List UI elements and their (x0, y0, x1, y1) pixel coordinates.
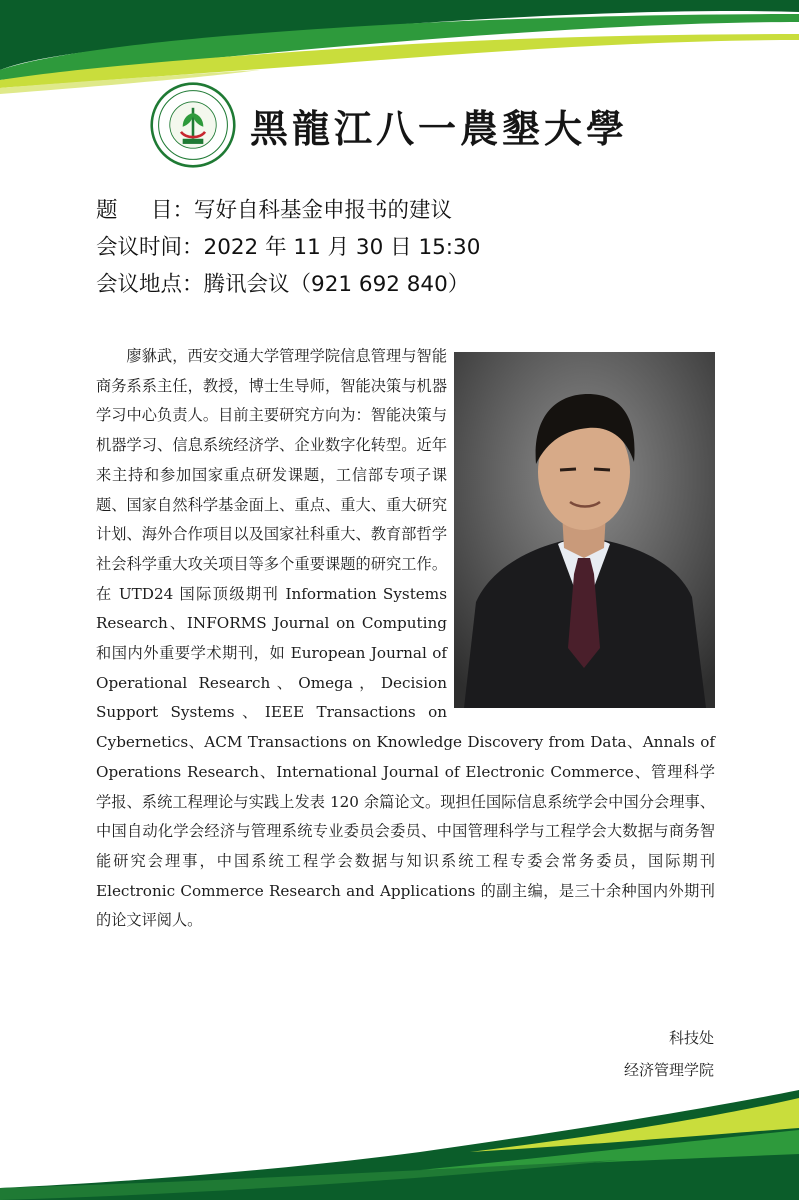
university-name: 黑龍江八一農墾大學 (250, 105, 629, 151)
meeting-title-label (96, 192, 194, 229)
organizer-signature (624, 1022, 714, 1086)
organizer-line-1: 科技处 (668, 1029, 714, 1047)
meeting-time-value: 2022 年 11 月 30 日 15:30 (203, 235, 481, 260)
meeting-title-value: 写好自科基金申报书的建议 (194, 198, 453, 223)
meeting-info (96, 192, 736, 303)
organizer-line-2: 经济管理学院 (623, 1061, 714, 1079)
university-header (150, 75, 670, 175)
meeting-time-label: 会议时间： (96, 235, 204, 260)
university-seal-logo (150, 82, 236, 168)
meeting-place-label: 会议地点： (96, 272, 204, 297)
bottom-green-banner-decoration (0, 1090, 799, 1200)
speaker-biography (96, 342, 715, 936)
meeting-place-value: 腾讯会议（921 692 840） (203, 272, 470, 297)
meeting-time-row (96, 229, 736, 266)
meeting-place-row (96, 266, 736, 303)
title-label-char: 题 (96, 198, 118, 223)
title-label-suffix: 目： (150, 198, 194, 223)
meeting-title-row (96, 192, 736, 229)
photo-float-spacer (447, 342, 715, 710)
biography-text: 廖貅武，西安交通大学管理学院信息管理与智能商务系系主任，教授，博士生导师，智能决策与机器学习中心负责人。目前主要研究方向为：智能决策与机器学习、信息系统经济学、企业数字化转型。近年来主持和参加国家重点研发课题，工信部专项子课题、国家自然科学基金面上、重点、重大、重大研究计划、海外合作项目以及国家社科重大、教育部哲学社会科学重大攻关项目等多个重要课题的研究工作。在 UTD24 国际顶级期刊 Information Systems Research、INFORMS Journal on Computing 和国内外重要学术期刊，如 European Journal of Operational Research、Omega，Decision Support Systems、IEEE Transactions on Cybernetics、ACM Transactions on Knowledge Discovery from Data、Annals of Operations Research、International Journal of Electronic Commerce、管理科学学报、系统工程理论与实践上发表 120 余篇论文。现担任国际信息系统学会中国分会理事、中国自动化学会经济与管理系统专业委员会委员、中国管理科学与工程学会大数据与商务智能研究会理事，中国系统工程学会数据与知识系统工程专委会常务委员，国际期刊 Electronic Commerce Research and Applications 的副主编，是三十余种国内外期刊的论文评阅人。 (96, 347, 715, 930)
